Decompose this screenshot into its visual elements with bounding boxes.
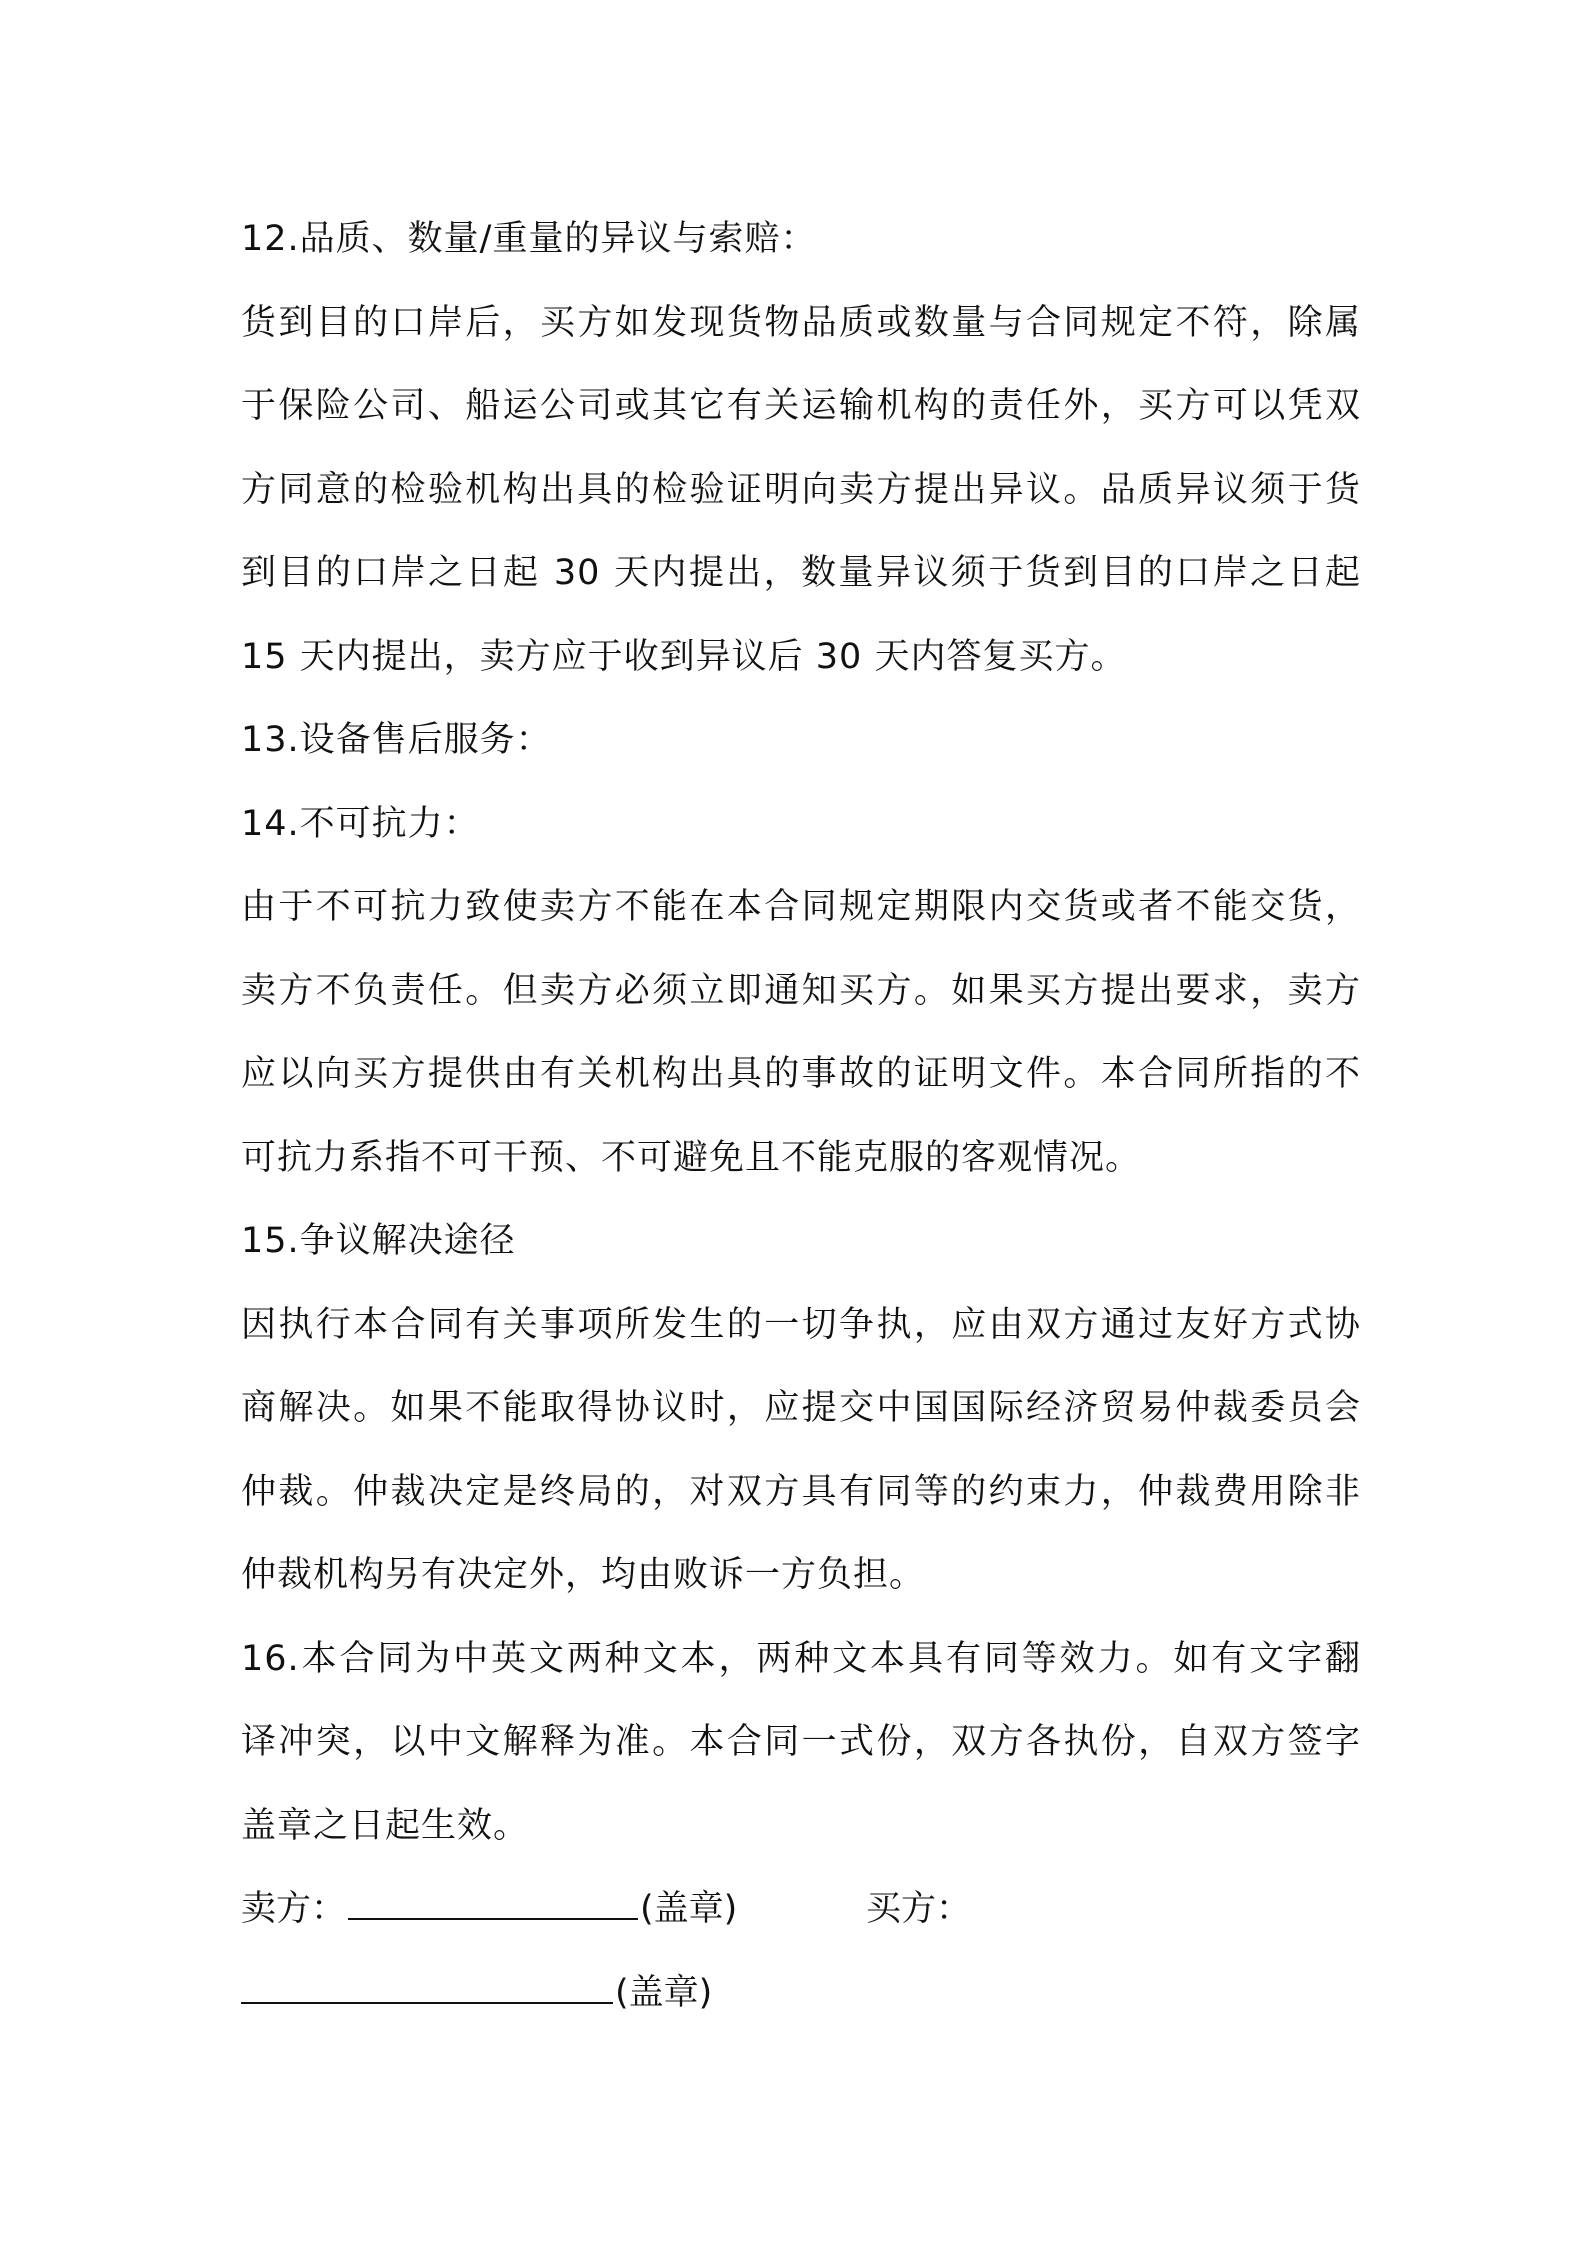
section-13-heading: 13.设备售后服务： [241, 720, 552, 760]
section-12-line: 于保险公司、船运公司或其它有关运输机构的责任外，买方可以凭双 [241, 386, 1361, 426]
section-12-heading: 12.品质、数量/重量的异议与索赔： [241, 219, 817, 259]
signature-row-seller [241, 1868, 1361, 1952]
section-14-line: 应以向买方提供由有关机构出具的事故的证明文件。本合同所指的不 [241, 1054, 1361, 1094]
section-14-line: 由于不可抗力致使卖方不能在本合同规定期限内交货或者不能交货， [241, 887, 1361, 927]
signature-row-buyer [241, 1952, 1361, 2036]
section-15-heading: 15.争议解决途径 [241, 1221, 516, 1261]
section-16-line: 译冲突，以中文解释为准。本合同一式份，双方各执份，自双方签字 [241, 1722, 1361, 1762]
section-15-line: 仲裁。仲裁决定是终局的，对双方具有同等的约束力，仲裁费用除非 [241, 1471, 1361, 1512]
section-12-line: 到目的口岸之日起 30 天内提出，数量异议须于货到目的口岸之日起 [241, 553, 1361, 593]
seller-label: 卖方： [241, 1889, 347, 1929]
buyer-label: 买方： [866, 1889, 972, 1929]
section-15-line: 商解决。如果不能取得协议时，应提交中国国际经济贸易仲裁委员会 [241, 1388, 1361, 1428]
section-12-line: 15 天内提出，卖方应于收到异议后 30 天内答复买方。 [241, 636, 1127, 677]
section-14-line: 卖方不负责任。但卖方必须立即通知买方。如果买方提出要求，卖方 [241, 970, 1361, 1011]
section-15-line: 因执行本合同有关事项所发生的一切争执，应由双方通过友好方式协 [241, 1304, 1361, 1345]
section-16-heading: 16.本合同为中英文两种文本，两种文本具有同等效力。如有文字翻 [241, 1638, 1361, 1679]
seller-seal-label: (盖章) [640, 1889, 738, 1929]
section-14-heading: 14.不可抗力： [241, 803, 480, 844]
section-14-line: 可抗力系指不可干预、不可避免且不能克服的客观情况。 [241, 1137, 1142, 1178]
section-15-line: 仲裁机构另有决定外，均由败诉一方负担。 [241, 1555, 926, 1595]
buyer-seal-label: (盖章) [615, 1972, 713, 2013]
section-12-line: 方同意的检验机构出具的检验证明向卖方提出异议。品质异议须于货 [241, 469, 1361, 510]
section-12-line: 货到目的口岸后，买方如发现货物品质或数量与合同规定不符，除属 [241, 302, 1361, 343]
buyer-signature-line [241, 1972, 613, 2004]
contract-page [241, 198, 1361, 2035]
seller-signature-line [348, 1888, 638, 1920]
section-16-line: 盖章之日起生效。 [241, 1805, 530, 1846]
